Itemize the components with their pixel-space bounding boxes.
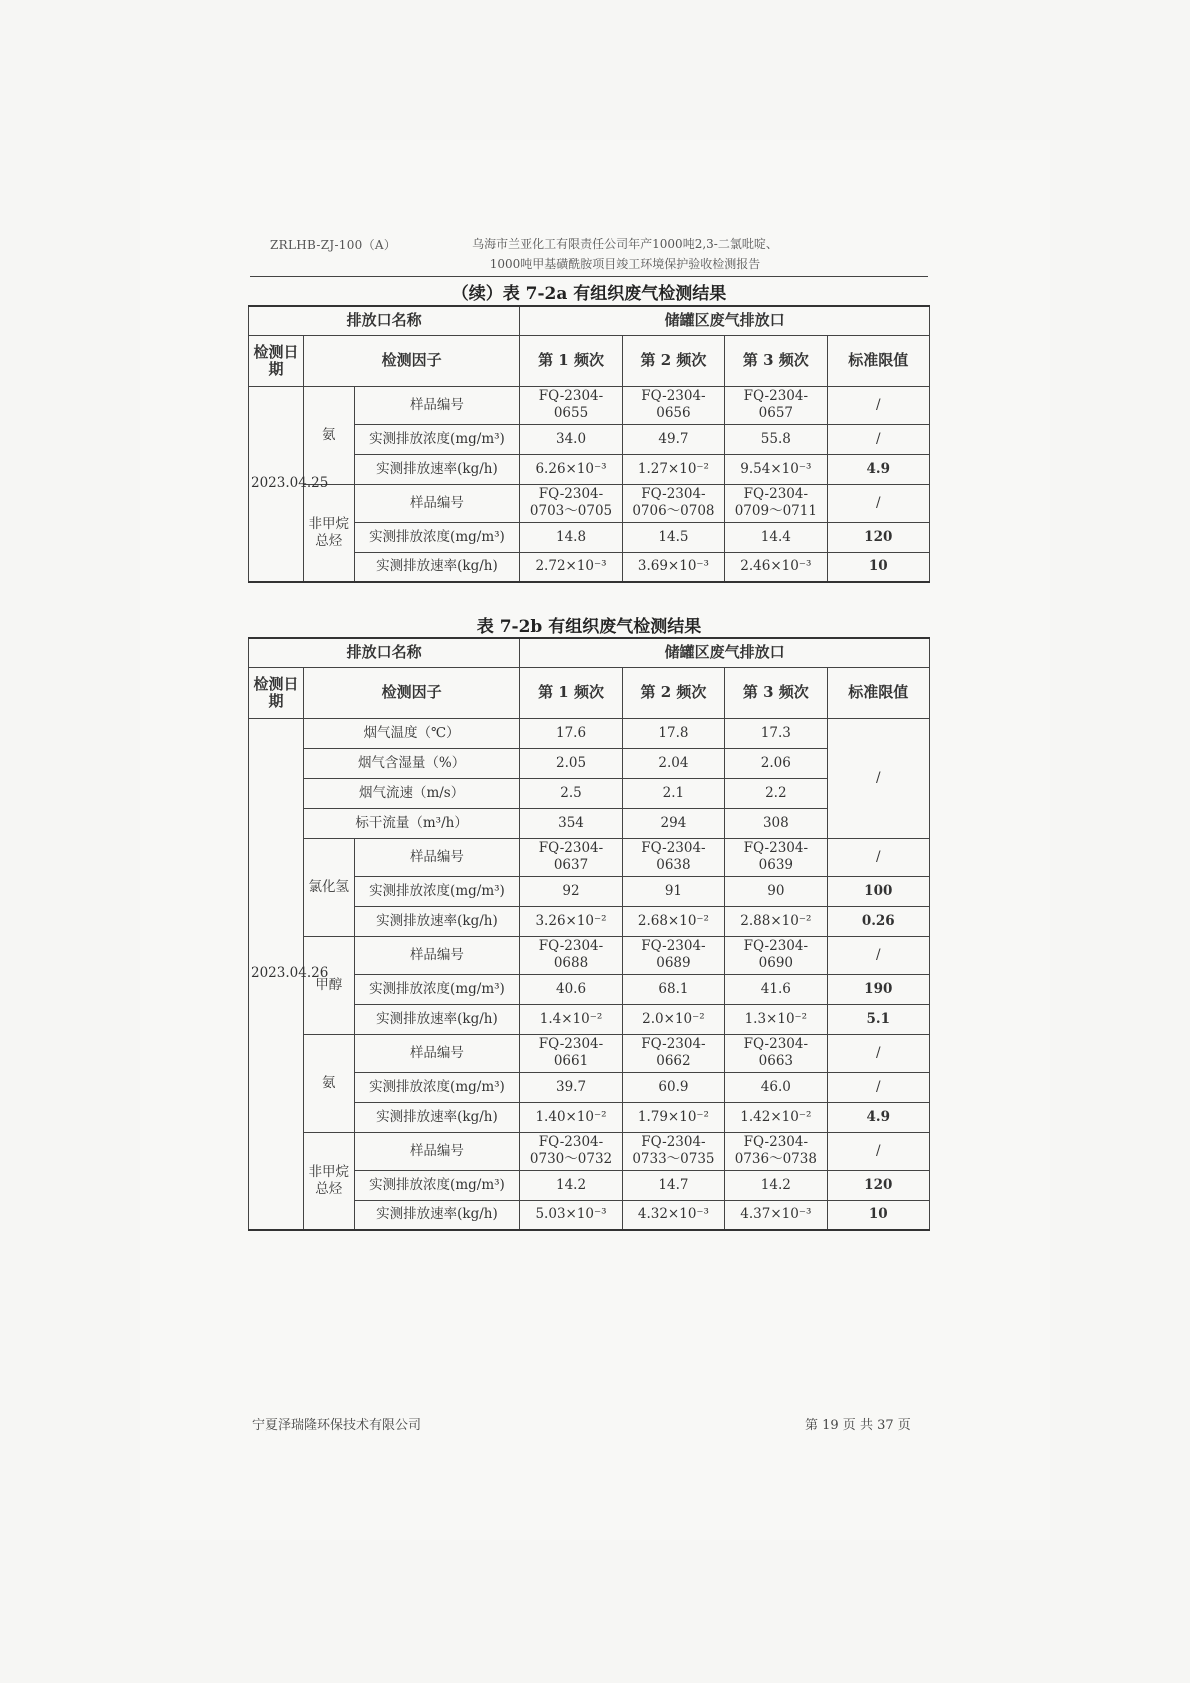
measured-value: FQ-2304-0689 bbox=[622, 936, 724, 974]
measured-value: 308 bbox=[725, 808, 827, 838]
frequency-header: 第 2 频次 bbox=[622, 667, 724, 718]
measured-value: 46.0 bbox=[725, 1072, 827, 1102]
measurement-item: 实测排放浓度(mg/m³) bbox=[354, 522, 520, 552]
measured-value: 5.03×10⁻³ bbox=[520, 1200, 622, 1230]
frequency-header: 第 1 频次 bbox=[520, 335, 622, 386]
table-row bbox=[249, 1034, 930, 1072]
measured-value: FQ-2304-0663 bbox=[725, 1034, 827, 1072]
measured-value: 354 bbox=[520, 808, 622, 838]
limit-value: / bbox=[827, 484, 929, 522]
header-row-columns bbox=[249, 335, 930, 386]
measured-value: 14.5 bbox=[622, 522, 724, 552]
measurement-item: 实测排放速率(kg/h) bbox=[354, 1200, 520, 1230]
measurement-item: 样品编号 bbox=[354, 1132, 520, 1170]
limit-header: 标准限值 bbox=[827, 667, 929, 718]
measurement-item: 实测排放浓度(mg/m³) bbox=[354, 1072, 520, 1102]
pollutant-name: 氨 bbox=[303, 1034, 354, 1132]
outlet-label: 排放口名称 bbox=[249, 306, 520, 335]
pollutant-name: 氯化氢 bbox=[303, 838, 354, 936]
header-rule bbox=[250, 276, 928, 277]
measured-value: FQ-2304-0703～0705 bbox=[520, 484, 622, 522]
measured-value: FQ-2304-0639 bbox=[725, 838, 827, 876]
measured-value: 2.88×10⁻² bbox=[725, 906, 827, 936]
table-a bbox=[248, 305, 930, 583]
measurement-item: 实测排放速率(kg/h) bbox=[354, 1004, 520, 1034]
pollutant-name: 甲醇 bbox=[303, 936, 354, 1034]
measured-value: 14.8 bbox=[520, 522, 622, 552]
measured-value: 17.3 bbox=[725, 718, 827, 748]
table-row bbox=[249, 386, 930, 424]
measured-value: 14.7 bbox=[622, 1170, 724, 1200]
limit-value: / bbox=[827, 1072, 929, 1102]
frequency-header: 第 2 频次 bbox=[622, 335, 724, 386]
measurement-item: 实测排放速率(kg/h) bbox=[354, 906, 520, 936]
footer-page-number: 第 19 页 共 37 页 bbox=[805, 1418, 911, 1433]
measured-value: FQ-2304-0638 bbox=[622, 838, 724, 876]
detection-date: 2023.04.26 bbox=[249, 718, 304, 1230]
measured-value: FQ-2304-0657 bbox=[725, 386, 827, 424]
limit-value: 120 bbox=[827, 1170, 929, 1200]
measurement-item: 实测排放浓度(mg/m³) bbox=[354, 974, 520, 1004]
measured-value: 49.7 bbox=[622, 424, 724, 454]
measured-value: FQ-2304-0730～0732 bbox=[520, 1132, 622, 1170]
limit-value: / bbox=[827, 1034, 929, 1072]
measured-value: FQ-2304-0706～0708 bbox=[622, 484, 724, 522]
measurement-item: 实测排放浓度(mg/m³) bbox=[354, 876, 520, 906]
measurement-item: 样品编号 bbox=[354, 484, 520, 522]
limit-value: 0.26 bbox=[827, 906, 929, 936]
measured-value: 34.0 bbox=[520, 424, 622, 454]
report-title-line-2: 1000吨甲基磺酰胺项目竣工环境保护验收检测报告 bbox=[489, 257, 761, 271]
measured-value: 14.2 bbox=[520, 1170, 622, 1200]
limit-value: 190 bbox=[827, 974, 929, 1004]
measured-value: FQ-2304-0690 bbox=[725, 936, 827, 974]
measured-value: 39.7 bbox=[520, 1072, 622, 1102]
measured-value: FQ-2304-0736～0738 bbox=[725, 1132, 827, 1170]
measured-value: FQ-2304-0709～0711 bbox=[725, 484, 827, 522]
measured-value: 4.32×10⁻³ bbox=[622, 1200, 724, 1230]
measurement-item: 实测排放速率(kg/h) bbox=[354, 454, 520, 484]
measured-value: FQ-2304-0656 bbox=[622, 386, 724, 424]
pollutant-name: 非甲烷总烃 bbox=[303, 1132, 354, 1230]
flue-parameter: 烟气流速（m/s） bbox=[303, 778, 519, 808]
measurement-item: 样品编号 bbox=[354, 936, 520, 974]
date-label: 检测日期 bbox=[249, 667, 304, 718]
measured-value: 2.1 bbox=[622, 778, 724, 808]
table-a-caption: （续）表 7-2a 有组织废气检测结果 bbox=[451, 284, 727, 304]
measured-value: 14.2 bbox=[725, 1170, 827, 1200]
outlet-name: 储罐区废气排放口 bbox=[520, 638, 930, 667]
measured-value: 40.6 bbox=[520, 974, 622, 1004]
measured-value: 2.2 bbox=[725, 778, 827, 808]
measured-value: 2.5 bbox=[520, 778, 622, 808]
measured-value: 90 bbox=[725, 876, 827, 906]
measured-value: 2.46×10⁻³ bbox=[725, 552, 827, 582]
header-row-outlet bbox=[249, 638, 930, 667]
measured-value: 2.05 bbox=[520, 748, 622, 778]
measured-value: FQ-2304-0733～0735 bbox=[622, 1132, 724, 1170]
table-b-caption: 表 7-2b 有组织废气检测结果 bbox=[476, 617, 702, 637]
limit-value: 10 bbox=[827, 552, 929, 582]
limit-value: / bbox=[827, 386, 929, 424]
limit-value: / bbox=[827, 838, 929, 876]
table-row bbox=[249, 936, 930, 974]
measured-value: 68.1 bbox=[622, 974, 724, 1004]
limit-value: / bbox=[827, 424, 929, 454]
limit-value: 10 bbox=[827, 1200, 929, 1230]
measured-value: 14.4 bbox=[725, 522, 827, 552]
limit-value: / bbox=[827, 718, 929, 838]
table-row bbox=[249, 484, 930, 522]
flue-parameter: 烟气含湿量（%） bbox=[303, 748, 519, 778]
limit-value: 120 bbox=[827, 522, 929, 552]
table-row bbox=[249, 1132, 930, 1170]
measurement-item: 实测排放速率(kg/h) bbox=[354, 1102, 520, 1132]
factor-label: 检测因子 bbox=[303, 667, 519, 718]
measured-value: 1.3×10⁻² bbox=[725, 1004, 827, 1034]
measured-value: 91 bbox=[622, 876, 724, 906]
table-b bbox=[248, 637, 930, 1231]
measured-value: 1.42×10⁻² bbox=[725, 1102, 827, 1132]
limit-value: / bbox=[827, 936, 929, 974]
measured-value: 2.06 bbox=[725, 748, 827, 778]
measured-value: 2.68×10⁻² bbox=[622, 906, 724, 936]
header-row-outlet bbox=[249, 306, 930, 335]
date-label: 检测日期 bbox=[249, 335, 304, 386]
measured-value: 41.6 bbox=[725, 974, 827, 1004]
measured-value: 3.69×10⁻³ bbox=[622, 552, 724, 582]
outlet-label: 排放口名称 bbox=[249, 638, 520, 667]
measured-value: 1.79×10⁻² bbox=[622, 1102, 724, 1132]
report-title-line-1: 乌海市兰亚化工有限责任公司年产1000吨2,3-二氯吡啶、 bbox=[472, 237, 778, 251]
measurement-item: 实测排放浓度(mg/m³) bbox=[354, 424, 520, 454]
measured-value: FQ-2304-0662 bbox=[622, 1034, 724, 1072]
measured-value: 1.27×10⁻² bbox=[622, 454, 724, 484]
factor-label: 检测因子 bbox=[303, 335, 519, 386]
measured-value: 4.37×10⁻³ bbox=[725, 1200, 827, 1230]
measured-value: 9.54×10⁻³ bbox=[725, 454, 827, 484]
measured-value: FQ-2304-0655 bbox=[520, 386, 622, 424]
limit-value: 100 bbox=[827, 876, 929, 906]
report-title bbox=[440, 234, 810, 274]
pollutant-name: 非甲烷总烃 bbox=[303, 484, 354, 582]
measurement-item: 样品编号 bbox=[354, 1034, 520, 1072]
measured-value: 17.8 bbox=[622, 718, 724, 748]
measured-value: 2.0×10⁻² bbox=[622, 1004, 724, 1034]
pollutant-name: 氨 bbox=[303, 386, 354, 484]
measured-value: 2.04 bbox=[622, 748, 724, 778]
measured-value: 2.72×10⁻³ bbox=[520, 552, 622, 582]
measured-value: 60.9 bbox=[622, 1072, 724, 1102]
measured-value: FQ-2304-0661 bbox=[520, 1034, 622, 1072]
limit-header: 标准限值 bbox=[827, 335, 929, 386]
limit-value: 4.9 bbox=[827, 454, 929, 484]
measured-value: 1.4×10⁻² bbox=[520, 1004, 622, 1034]
measured-value: 55.8 bbox=[725, 424, 827, 454]
flue-parameter: 烟气温度（℃） bbox=[303, 718, 519, 748]
measured-value: 3.26×10⁻² bbox=[520, 906, 622, 936]
limit-value: 5.1 bbox=[827, 1004, 929, 1034]
measurement-item: 实测排放速率(kg/h) bbox=[354, 552, 520, 582]
table-row bbox=[249, 718, 930, 748]
frequency-header: 第 1 频次 bbox=[520, 667, 622, 718]
measurement-item: 样品编号 bbox=[354, 838, 520, 876]
measured-value: 92 bbox=[520, 876, 622, 906]
detection-date: 2023.04.25 bbox=[249, 386, 304, 582]
measurement-item: 样品编号 bbox=[354, 386, 520, 424]
measurement-item: 实测排放浓度(mg/m³) bbox=[354, 1170, 520, 1200]
frequency-header: 第 3 频次 bbox=[725, 335, 827, 386]
frequency-header: 第 3 频次 bbox=[725, 667, 827, 718]
measured-value: 1.40×10⁻² bbox=[520, 1102, 622, 1132]
footer-company: 宁夏泽瑞隆环保技术有限公司 bbox=[252, 1418, 422, 1433]
table-row bbox=[249, 838, 930, 876]
measured-value: 6.26×10⁻³ bbox=[520, 454, 622, 484]
header-row-columns bbox=[249, 667, 930, 718]
document-code: ZRLHB-ZJ-100（A） bbox=[270, 238, 397, 252]
measured-value: FQ-2304-0688 bbox=[520, 936, 622, 974]
outlet-name: 储罐区废气排放口 bbox=[520, 306, 930, 335]
measured-value: FQ-2304-0637 bbox=[520, 838, 622, 876]
measured-value: 17.6 bbox=[520, 718, 622, 748]
measured-value: 294 bbox=[622, 808, 724, 838]
limit-value: / bbox=[827, 1132, 929, 1170]
limit-value: 4.9 bbox=[827, 1102, 929, 1132]
flue-parameter: 标干流量（m³/h） bbox=[303, 808, 519, 838]
